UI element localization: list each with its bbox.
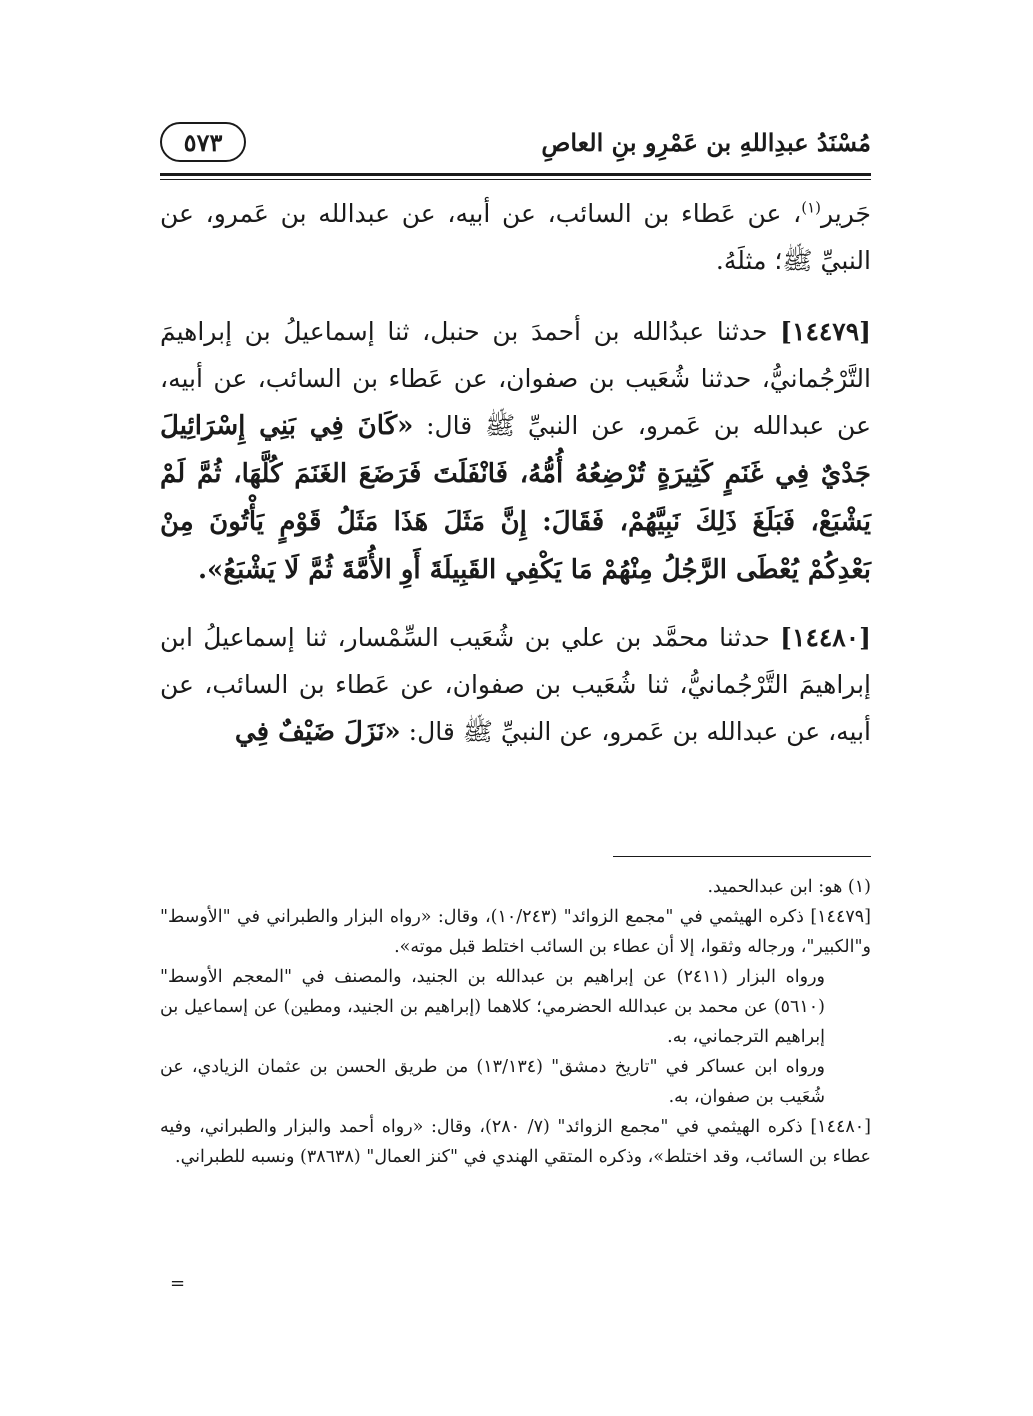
footnotes: [160, 872, 871, 1172]
footnote-14480: [١٤٤٨٠] ذكره الهيثمي في "مجمع الزوائد" (٧/ ٢٨٠)، وقال: «رواه أحمد والبزار والطبراني، وفيه عطاء بن السائب، وقد اختلط»، وذكره المتقي الهندي في "كنز العمال" (٣٨٦٣٨) ونسبه للطبراني.: [160, 1117, 871, 1167]
text-span: جَرير: [821, 199, 871, 228]
footnote-ref: (١): [801, 198, 821, 217]
hadith-matn: «نَزَلَ ضَيْفٌ فِي: [234, 717, 401, 747]
header-rule-thick: [160, 173, 871, 176]
footnote-rule: [613, 856, 871, 857]
running-title: مُسْنَدُ عبدِاللهِ بن عَمْرِو بنِ العاصِ: [541, 128, 871, 157]
page-number: ٥٧٣: [160, 122, 246, 162]
text-span: ، عن عَطاء بن السائب، عن أبيه، عن عبدالله بن عَمرو، عن النبيِّ ﷺ؛ مثلَهُ.: [160, 199, 871, 275]
footnote-1: (١) هو: ابن عبدالحميد.: [707, 877, 871, 897]
hadith-number: [١٤٤٧٩]: [780, 317, 871, 346]
continuation-mark: =: [170, 1273, 186, 1294]
hadith-isnad: حدثنا محمَّد بن علي بن شُعَيب السِّمْسار، ثنا إسماعيلُ ابن إبراهيمَ التَّرْجُمانيُّ، ثنا شُعَيب بن صفوان، عن عَطاء بن السائب، عن أبيه، عن عبدالله بن عَمرو، عن النبيِّ ﷺ قال:: [160, 623, 871, 746]
hadith-number: [١٤٤٨٠]: [780, 623, 871, 652]
hadith-14480: [160, 614, 871, 756]
footnote-14479: [١٤٤٧٩] ذكره الهيثمي في "مجمع الزوائد" (١٠/٢٤٣)، وقال: «رواه البزار والطبراني في "الأوسط" و"الكبير"، ورجاله وثقوا، إلا أن عطاء بن السائب اختلط قبل موته».: [160, 907, 871, 957]
hadith-matn: «كَانَ فِي بَنِي إِسْرَائِيلَ جَدْيٌ فِي غَنَمٍ كَثِيرَةٍ تُرْضِعُهُ أُمُّهُ، فَانْفَلَتَ فَرَضَعَ الغَنَمَ كُلَّهَا، ثُمَّ لَمْ يَشْبَعْ، فَبَلَغَ ذَلِكَ نَبِيَّهُمْ، فَقَالَ: إِنَّ مَثَلَ هَذَا مَثَلُ قَوْمٍ يَأْتُونَ مِنْ بَعْدِكُمْ يُعْطَى الرَّجُلُ مِنْهُمْ مَا يَكْفِي القَبِيلَةَ أَوِ الأُمَّةَ ثُمَّ لَا يَشْبَعُ».: [160, 411, 871, 585]
main-text: [160, 190, 871, 756]
hadith-isnad: حدثنا عبدُالله بن أحمدَ بن حنبل، ثنا إسماعيلُ بن إبراهيمَ التَّرْجُمانيُّ، حدثنا شُعَيب بن صفوان، عن عَطاء بن السائب، عن أبيه، عن عبدالله بن عَمرو، عن النبيِّ ﷺ قال:: [160, 317, 871, 440]
hadith-14479: [160, 308, 871, 594]
footnote-14479-cont-1: ورواه البزار (٢٤١١) عن إبراهيم بن عبدالله بن الجنيد، والمصنف في "المعجم الأوسط" (٥٦١٠) عن محمد بن عبدالله الحضرمي؛ كلاهما (إبراهيم بن الجنيد، ومطين) عن إسماعيل بن إبراهيم الترجماني، به.: [160, 967, 826, 1047]
footnote-14479-cont-2: ورواه ابن عساكر في "تاريخ دمشق" (١٣/١٣٤) من طريق الحسن بن عثمان الزيادي، عن شُعَيب بن صفوان، به.: [160, 1057, 825, 1107]
page-header: [160, 118, 871, 174]
paragraph-continuation: [160, 190, 871, 284]
header-rule-thin: [160, 179, 871, 180]
